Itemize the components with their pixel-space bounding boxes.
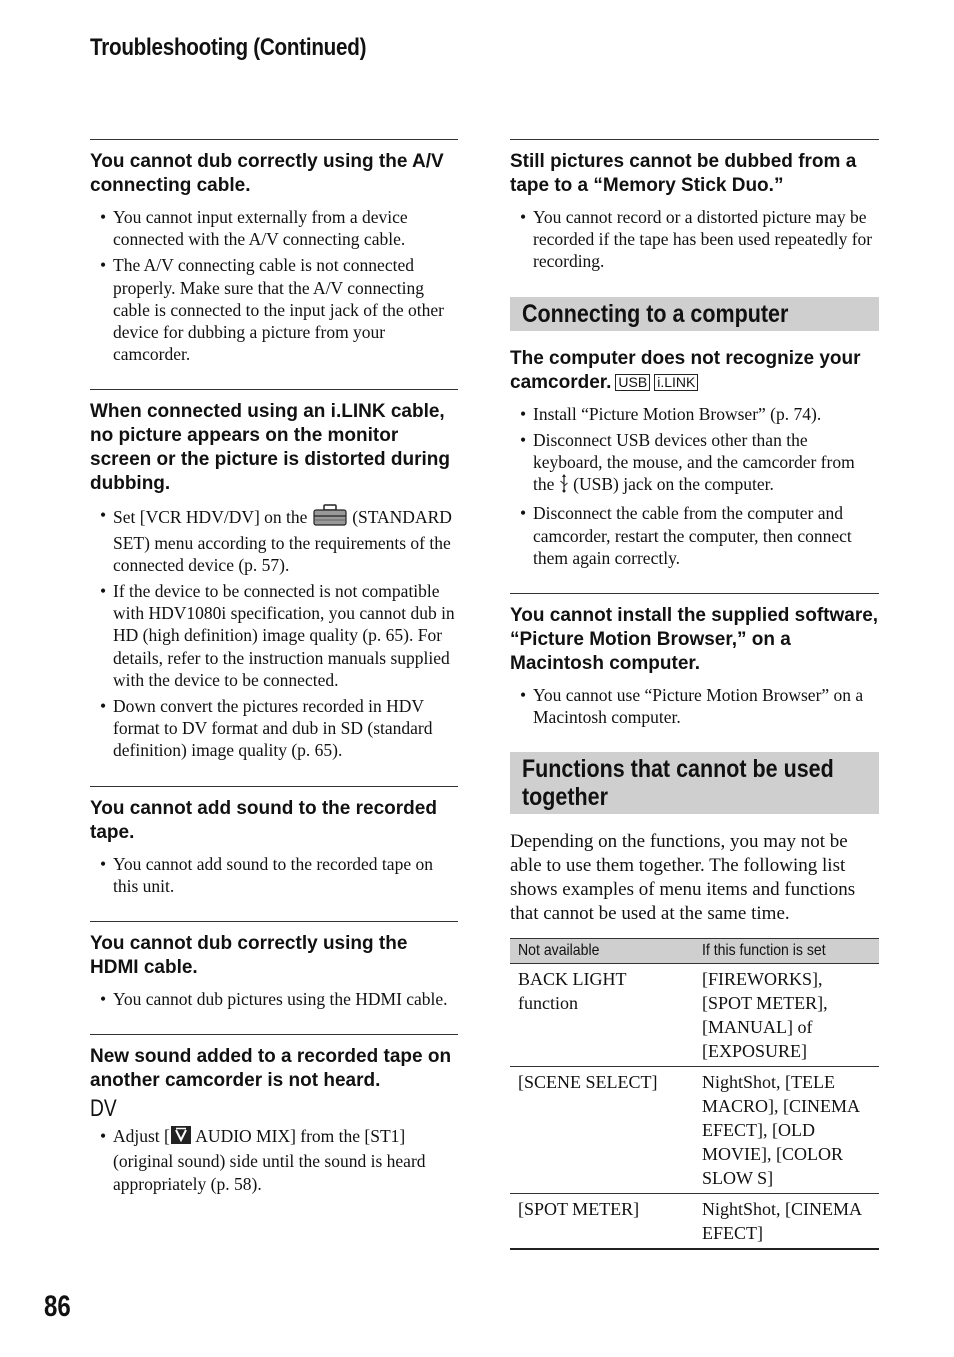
list-item: • Disconnect the cable from the computer and camcorder, restart the computer, then connect them again correctly. [520, 503, 852, 568]
table-header: If this function is set [694, 939, 879, 964]
table-cell: BACK LIGHT function [510, 964, 694, 1067]
table-row [510, 1194, 879, 1250]
list-item: • Disconnect USB devices other than the keyboard, the mouse, and the camcorder from the (USB) jack on the computer. [510, 429, 879, 499]
section-heading: When connected using an i.LINK cable, no picture appears on the monitor screen or the picture is distorted during dubbing. [90, 401, 451, 495]
audio-mix-icon [170, 1125, 192, 1150]
section-still-pictures [510, 139, 879, 273]
section-heading: You cannot install the supplied software, “Picture Motion Browser,” on a Macintosh computer. [510, 605, 879, 675]
table-cell: [FIREWORKS], [SPOT METER], [MANUAL] of [EXPOSURE] [694, 964, 879, 1067]
table-header-row [510, 939, 879, 964]
bullet-list [90, 1125, 458, 1195]
section-heading: The computer does not recognize your camcorder. USB i.LINK [510, 347, 861, 393]
toolbox-icon [312, 504, 348, 531]
list-item: • You cannot dub pictures using the HDMI cable. [100, 989, 448, 1010]
page-header: Troubleshooting (Continued) [90, 34, 367, 61]
left-column [90, 139, 458, 1199]
bullet-list [90, 988, 458, 1010]
usb-tag: USB [615, 374, 650, 391]
section-add-sound [90, 786, 458, 897]
list-item: • You cannot use “Picture Motion Browser” on a Macintosh computer. [520, 685, 864, 728]
section-av-dubbing [90, 139, 458, 365]
table-row [510, 1067, 879, 1194]
section-banner-computer: Connecting to a computer [510, 297, 879, 331]
section-hdmi [90, 921, 458, 1010]
list-item: • If the device to be connected is not compatible with HDV1080i specification, you cannot dub in HD (high definition) image quality (p. 65). For details, refer to the instruction manuals supplied with the device to be connected. [100, 581, 455, 690]
bullet-list [90, 504, 458, 761]
table-cell: NightShot, [CINEMA EFECT] [694, 1194, 879, 1250]
bullet-list [510, 206, 879, 273]
list-item: • You cannot input externally from a device connected with the A/V connecting cable. [100, 207, 408, 250]
list-item: • You cannot record or a distorted picture may be recorded if the tape has been used repeatedly for recording. [520, 207, 873, 272]
list-item: • The A/V connecting cable is not connected properly. Make sure that the A/V connecting cable is connected to the input jack of the other device for dubbing a picture from your camcorder. [100, 255, 444, 365]
section-heading: You cannot dub correctly using the A/V connecting cable. [90, 151, 444, 196]
bullet-list [90, 206, 458, 365]
usb-icon [559, 473, 569, 498]
list-item: • Adjust [ AUDIO MIX] from the [ST1] (original sound) side until the sound is heard appropriately (p. 58). [100, 1126, 426, 1194]
section-new-sound [90, 1034, 458, 1195]
section-heading: You cannot dub correctly using the HDMI cable. [90, 933, 408, 979]
bullet-list [510, 684, 879, 728]
list-item: • You cannot add sound to the recorded tape on this unit. [100, 853, 433, 896]
list-item: • Set [VCR HDV/DV] on the (STANDARD SET) menu according to the requirements of the connected device (p. 57). [100, 505, 452, 575]
list-item: • Install “Picture Motion Browser” (p. 74). [520, 403, 822, 424]
table-header: Not available [510, 939, 694, 964]
right-column [510, 139, 879, 1250]
section-heading: New sound added to a recorded tape on another camcorder is not heard. [90, 1046, 452, 1092]
section-ilink-dubbing [90, 389, 458, 761]
section-macintosh [510, 593, 879, 728]
table-cell: [SPOT METER] [510, 1194, 694, 1250]
section-heading: You cannot add sound to the recorded tape. [90, 797, 437, 843]
bullet-list [510, 403, 879, 569]
ilink-tag: i.LINK [654, 374, 698, 391]
section-banner-functions: Functions that cannot be used together [510, 752, 879, 814]
dv-format-tag: DV [90, 1095, 117, 1123]
bullet-list [90, 853, 458, 897]
functions-table [510, 938, 879, 1250]
functions-paragraph: Depending on the functions, you may not be able to use them together. The following list shows examples of menu items and functions that cannot be used at the same time. [510, 831, 856, 925]
section-computer-recognize [510, 347, 879, 569]
table-cell: NightShot, [TELE MACRO], [CINEMA EFECT], [OLD MOVIE], [COLOR SLOW S] [694, 1067, 879, 1194]
page-number: 86 [44, 1290, 71, 1323]
section-heading: Still pictures cannot be dubbed from a tape to a “Memory Stick Duo.” [510, 151, 857, 196]
table-cell: [SCENE SELECT] [510, 1067, 694, 1194]
list-item: • Down convert the pictures recorded in HDV format to DV format and dub in SD (standard definition) image quality (p. 65). [100, 696, 433, 761]
table-row [510, 964, 879, 1067]
